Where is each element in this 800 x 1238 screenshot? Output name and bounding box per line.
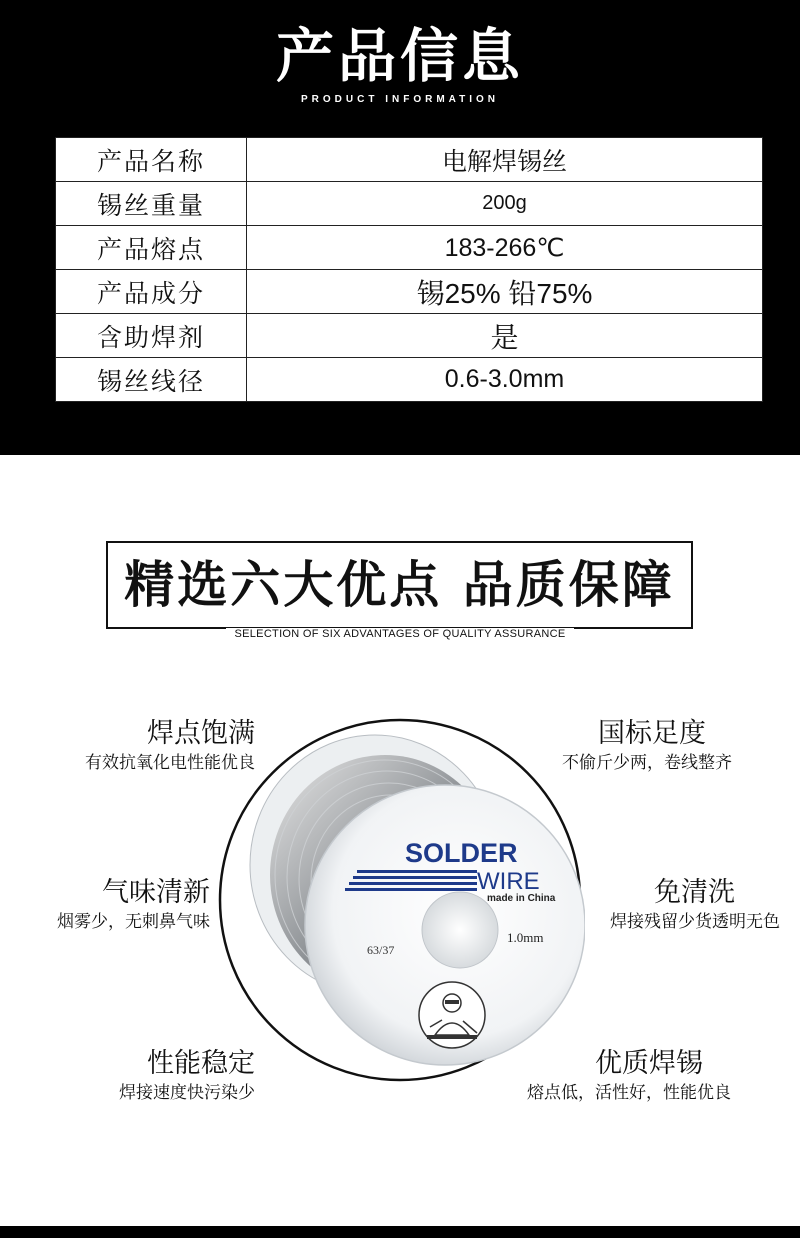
spec-label: 产品熔点 <box>56 226 247 270</box>
advantages-title: 精选六大优点 品质保障 <box>124 556 675 614</box>
spec-value: 183-266℃ <box>247 226 763 270</box>
spec-value: 锡25% 铅75% <box>247 270 763 314</box>
product-info-section <box>0 0 800 455</box>
advantages-subtitle-wrap <box>100 622 700 642</box>
section-subtitle: PRODUCT INFORMATION <box>300 94 500 105</box>
spec-label: 含助焊剂 <box>56 314 247 358</box>
spec-value: 电解焊锡丝 <box>247 138 763 182</box>
label-solder: SOLDER <box>405 838 518 868</box>
section-title: 产品信息 <box>275 22 524 90</box>
feature-item <box>610 875 790 933</box>
feature-heading: 国标足度 <box>598 718 706 749</box>
label-made-in: made in China <box>487 893 556 904</box>
spec-value: 200g <box>247 182 763 226</box>
feature-heading: 气味清新 <box>102 877 210 908</box>
solder-spool-image <box>215 715 585 1085</box>
spec-table <box>55 137 763 402</box>
spec-label: 产品名称 <box>56 138 247 182</box>
advantages-subtitle: SELECTION OF SIX ADVANTAGES OF QUALITY ASSURANCE <box>226 628 573 640</box>
feature-item <box>10 875 210 933</box>
label-diameter: 1.0mm <box>507 930 544 945</box>
feature-desc: 焊接速度快污染少 <box>119 1083 255 1103</box>
table-row <box>56 138 763 182</box>
feature-heading: 优质焊锡 <box>595 1048 703 1079</box>
feature-heading: 免清洗 <box>654 877 735 908</box>
spec-label: 锡丝线径 <box>56 358 247 402</box>
feature-heading: 性能稳定 <box>147 1048 255 1079</box>
worker-emblem <box>419 982 485 1048</box>
feature-desc: 烟雾少，无刺鼻气味 <box>57 912 210 932</box>
spec-value: 是 <box>247 314 763 358</box>
spec-label: 锡丝重量 <box>56 182 247 226</box>
advantages-title-box <box>106 541 693 629</box>
feature-desc: 有效抗氧化电性能优良 <box>85 753 255 773</box>
feature-desc: 熔点低，活性好，性能优良 <box>527 1083 731 1103</box>
table-row <box>56 358 763 402</box>
feature-item <box>562 716 792 774</box>
spec-value: 0.6-3.0mm <box>247 358 763 402</box>
table-row <box>56 226 763 270</box>
feature-heading: 焊点饱满 <box>147 718 255 749</box>
feature-desc: 焊接残留少货透明无色 <box>610 912 780 932</box>
table-row <box>56 270 763 314</box>
spec-label: 产品成分 <box>56 270 247 314</box>
table-row <box>56 182 763 226</box>
bottom-bar <box>0 1226 800 1238</box>
label-alloy: 63/37 <box>367 943 395 957</box>
table-row <box>56 314 763 358</box>
label-wire: WIRE <box>477 868 540 895</box>
feature-desc: 不偷斤少两，卷线整齐 <box>562 753 732 773</box>
